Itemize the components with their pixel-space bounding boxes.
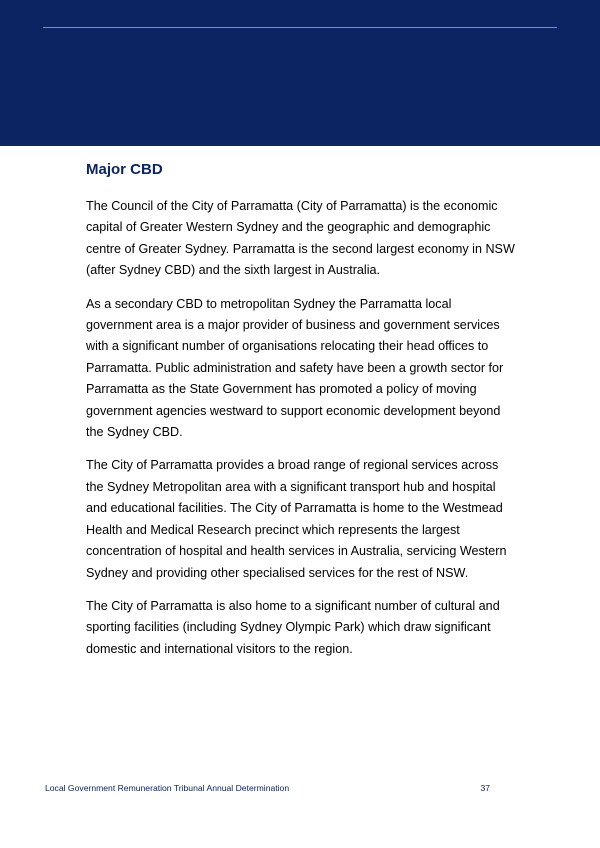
paragraph-3: The City of Parramatta provides a broad range of regional services across the Sydney Metropolitan area with a significant transport hub and hospital and educational facilities. The City of Parramatta is home to the Westmead Health and Medical Research precinct which represents the largest concentration of hospital and health services in Australia, servicing Western Sydney and providing other specialised services for the rest of NSW. [86,458,507,580]
paragraph-1: The Council of the City of Parramatta (City of Parramatta) is the economic capital of Greater Western Sydney and the geographic and demographic centre of Greater Sydney. Parramatta is the second largest economy in NSW (after Sydney CBD) and the sixth largest in Australia. [86,199,515,278]
paragraph-4: The City of Parramatta is also home to a significant number of cultural and sporting facilities (including Sydney Olympic Park) which draw significant domestic and international visitors to the region. [86,598,500,656]
header-divider [43,27,557,28]
page-content [86,158,516,672]
paragraph-2: As a secondary CBD to metropolitan Sydney the Parramatta local government area is a major provider of business and government services with a significant number of organisations relocating their head offices to Parramatta. Public administration and safety have been a growth sector for Parramatta as the State Government has promoted a policy of moving government agencies westward to support economic development beyond the Sydney CBD. [86,296,504,440]
footer-title: Local Government Remuneration Tribunal Annual Determination [45,783,290,793]
header-band [0,0,600,146]
page-number: 37 [480,783,490,793]
section-heading: Major CBD [86,161,163,178]
